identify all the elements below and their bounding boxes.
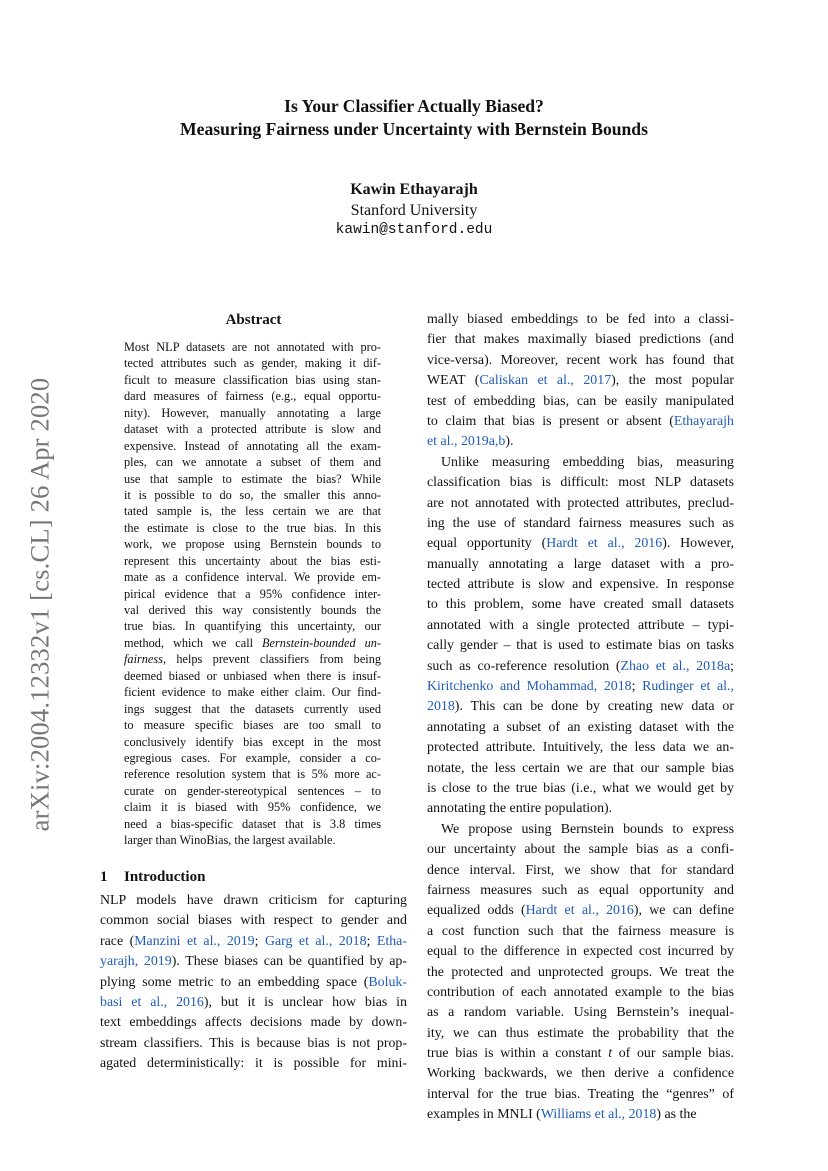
text-line	[124, 372, 381, 388]
text-line	[124, 388, 381, 404]
text-line	[427, 636, 734, 656]
text-line	[124, 750, 381, 766]
title-line-2: Measuring Fairness under Uncertainty with Bernstein Bounds	[180, 119, 648, 139]
text-segment: represent this uncertainty about the bias esti-	[124, 553, 381, 568]
arxiv-identifier	[20, 361, 60, 848]
text-segment: fier that makes maximally biased predictions (and	[427, 332, 734, 348]
text-line	[124, 684, 381, 700]
text-segment: common social biases with respect to gender and	[100, 913, 407, 929]
text-segment: ;	[254, 933, 265, 949]
text-line	[124, 536, 381, 552]
text-segment: vice-versa). Moreover, recent work has found that	[427, 352, 734, 368]
text-segment: our uncertainty about the sample bias as a confi-	[427, 842, 734, 858]
text-segment: need a bias-specific dataset that is 3.8 times	[124, 816, 381, 831]
abstract-heading: Abstract	[225, 312, 282, 328]
text-segment: ficient evidence to make either claim. Our find-	[124, 685, 381, 700]
text-segment: manually annotating a large dataset with a pro-	[427, 556, 734, 572]
text-line	[427, 983, 734, 1003]
text-segment: true bias. In quantifying this uncertainty, our	[124, 619, 381, 634]
citation-link[interactable]: Manzini et al., 2019	[134, 933, 255, 949]
text-line	[427, 799, 734, 819]
citation-link[interactable]: yarajh, 2019	[100, 954, 172, 970]
text-segment: equalized odds (	[427, 903, 526, 919]
text-segment: pirical evidence that a 95% confidence inter-	[124, 586, 381, 601]
text-segment: as a random variable. Using Bernstein’s inequal-	[427, 1005, 734, 1021]
citation-link[interactable]: Boluk-	[368, 974, 407, 990]
text-line	[124, 355, 381, 371]
text-segment: ples, can we annotate a subset of them and	[124, 455, 381, 470]
text-line	[427, 473, 734, 493]
text-segment: work, we propose using Bernstein bounds to	[124, 537, 381, 552]
text-line	[124, 454, 381, 470]
text-line	[427, 1105, 734, 1125]
emphasis-text: t	[608, 1046, 613, 1062]
text-segment: curate on gender-stereotypical sentences – to	[124, 783, 381, 798]
text-line	[124, 717, 381, 733]
text-segment: larger than WinoBias, the largest available.	[124, 833, 336, 848]
text-line	[427, 942, 734, 962]
text-line	[124, 832, 381, 848]
text-line	[427, 351, 734, 371]
citation-link[interactable]: Kiritchenko and Mohammad, 2018	[427, 679, 632, 695]
text-line	[427, 779, 734, 799]
citation-link[interactable]: 2018	[427, 699, 455, 715]
text-line	[427, 392, 734, 412]
text-line	[427, 494, 734, 514]
text-line	[427, 759, 734, 779]
text-segment: ;	[366, 933, 377, 949]
text-segment: protected attribute. Intuitively, the less data we an-	[427, 740, 734, 756]
text-segment: ), we can define	[633, 903, 734, 919]
text-segment: reference resolution system that is 5% more ac-	[124, 767, 381, 782]
text-line	[124, 816, 381, 832]
text-segment: ;	[730, 658, 734, 674]
text-segment: method, which we call	[124, 635, 263, 650]
text-line	[100, 993, 407, 1013]
text-segment: Working backwards, we then derive a confidence	[427, 1066, 734, 1082]
section-heading-introduction	[100, 867, 205, 887]
citation-link[interactable]: Zhao et al., 2018a	[620, 658, 731, 674]
text-segment: WEAT (	[427, 373, 480, 389]
text-line	[427, 453, 734, 473]
author-email: kawin@stanford.edu	[335, 222, 493, 238]
text-segment: to measure specific biases are too small to	[124, 718, 381, 733]
text-segment: ), but it is unclear how bias in	[203, 994, 407, 1010]
text-line	[427, 820, 734, 840]
text-segment: ) as the	[656, 1107, 697, 1123]
text-segment: egregious cases. For example, consider a co-	[124, 750, 381, 765]
author-affiliation: Stanford University	[350, 202, 478, 219]
text-line	[124, 668, 381, 684]
text-line	[124, 405, 381, 421]
text-segment: the protected and unprotected groups. We treat the	[427, 964, 734, 980]
text-segment: ). These biases can be quantified by ap-	[171, 954, 407, 970]
text-segment: ity, we can thus estimate the probability that the	[427, 1025, 734, 1041]
text-segment: equal opportunity (	[427, 536, 547, 552]
emphasis-text: Bernstein-bounded un-	[262, 635, 381, 650]
title-line-1: Is Your Classifier Actually Biased?	[284, 96, 544, 116]
text-line	[427, 922, 734, 942]
text-segment: nity). However, manually annotating a large	[124, 405, 381, 420]
text-line	[427, 657, 734, 677]
introduction-text	[100, 891, 407, 1075]
right-column-text	[427, 310, 734, 1126]
text-segment: the estimate is close to the true bias. In this	[124, 520, 381, 535]
text-line	[100, 1054, 407, 1074]
text-line	[427, 1085, 734, 1105]
text-line	[124, 799, 381, 815]
text-line	[427, 412, 734, 432]
text-segment: Unlike measuring embedding bias, measuring	[441, 454, 734, 470]
text-segment: contribution of each annotated example to the bias	[427, 984, 734, 1000]
text-segment: mate as a confidence interval. We provide em-	[124, 570, 381, 585]
text-line	[427, 738, 734, 758]
citation-link[interactable]: Garg et al., 2018	[264, 933, 367, 949]
text-line	[427, 514, 734, 534]
text-line	[124, 421, 381, 437]
text-line	[427, 861, 734, 881]
text-segment: true bias is within a constant	[427, 1046, 609, 1062]
text-segment: dence interval. First, we show that for standard	[427, 862, 734, 878]
text-line	[427, 1044, 734, 1064]
text-line	[427, 963, 734, 983]
text-segment: We propose using Bernstein bounds to express	[441, 821, 734, 837]
text-line	[124, 520, 381, 536]
text-line	[124, 635, 381, 651]
text-line	[124, 602, 381, 618]
text-line	[100, 1034, 407, 1054]
abstract-text	[124, 339, 381, 849]
text-line	[427, 697, 734, 717]
text-segment: test of embedding bias, can be easily manipulated	[427, 393, 734, 409]
text-segment: NLP models have drawn criticism for capturing	[100, 893, 407, 908]
text-segment: interval for the true bias. Treating the “genres” of	[427, 1086, 734, 1102]
text-line	[124, 766, 381, 782]
text-segment: dard measures of fairness (e.g., equal opportu-	[124, 389, 381, 404]
citation-link[interactable]: et al., 2019a,b	[427, 434, 506, 450]
text-segment: equal to the difference in expected cost incurred by	[427, 944, 734, 960]
emphasis-text: fairness	[124, 652, 163, 667]
citation-link[interactable]: Hardt et al., 2016	[525, 903, 634, 919]
text-segment: fairness measures such as equal opportunity and	[427, 882, 734, 898]
text-line	[427, 310, 734, 330]
text-segment: ), the most popular	[611, 373, 734, 389]
text-segment: text embeddings affects decisions made by down-	[100, 1015, 407, 1031]
text-segment: ing the use of standard fairness measures such as	[427, 515, 734, 531]
text-line	[124, 569, 381, 585]
text-segment: annotating the entire population).	[427, 801, 613, 817]
text-line	[427, 840, 734, 860]
text-segment: ficult to measure classification bias using stan-	[124, 372, 381, 387]
citation-link[interactable]: Hardt et al., 2016	[546, 536, 663, 552]
section-title: Introduction	[124, 869, 206, 885]
text-line	[427, 616, 734, 636]
text-segment: Most NLP datasets are not annotated with pro-	[124, 340, 381, 354]
text-line	[100, 932, 407, 952]
text-segment: stream classifiers. This is because bias is not prop-	[100, 1035, 407, 1051]
text-segment: annotating a subset of an existing dataset with the	[427, 719, 734, 735]
text-segment: conclusively identify bias except in the most	[124, 734, 381, 749]
citation-link[interactable]: Williams et al., 2018	[540, 1107, 657, 1123]
text-line	[427, 901, 734, 921]
text-line	[100, 952, 407, 972]
text-segment: cally gender – that is used to estimate bias on tasks	[427, 638, 734, 654]
author-name: Kawin Ethayarajh	[350, 181, 478, 198]
citation-link[interactable]: Caliskan et al., 2017	[479, 373, 612, 389]
text-segment: val derived this way consistently bounds the	[124, 603, 381, 617]
text-segment: race (	[100, 933, 135, 949]
text-segment: tected attributes such as gender, making it dif-	[124, 356, 381, 371]
text-line	[427, 432, 734, 452]
text-line	[124, 734, 381, 750]
text-segment: ;	[631, 679, 643, 695]
text-segment: annotated with a single protected attribute – typi-	[427, 617, 734, 633]
text-segment: it is possible to do so, the smaller this anno-	[124, 487, 381, 502]
text-segment: claim it is biased with 95% confidence, we	[124, 800, 381, 815]
text-line	[124, 651, 381, 667]
text-line	[427, 1024, 734, 1044]
text-segment: plying some metric to an embedding space (	[100, 974, 369, 990]
text-segment: tected attribute is slow and expensive. In response	[427, 577, 734, 593]
text-segment: agated deterministically: it is possible for mini-	[100, 1056, 407, 1072]
paper-title	[0, 95, 828, 141]
text-segment: examples in MNLI (	[427, 1107, 541, 1123]
text-line	[124, 339, 381, 355]
text-segment: deemed biased or unbiased when there is insuf-	[124, 668, 381, 683]
text-line	[124, 487, 381, 503]
citation-link[interactable]: basi et al., 2016	[100, 994, 204, 1010]
text-line	[100, 973, 407, 993]
text-line	[427, 1064, 734, 1084]
arxiv-identifier-text: arXiv:2004.12332v1 [cs.CL] 26 Apr 2020	[24, 377, 55, 832]
section-number: 1	[100, 869, 108, 885]
text-segment: is close to the true bias (i.e., what we would get by	[427, 780, 734, 796]
text-line	[124, 701, 381, 717]
text-line	[124, 471, 381, 487]
text-line	[100, 1013, 407, 1033]
text-segment: notate, the less certain we are that our sample bias	[427, 760, 734, 776]
text-line	[427, 575, 734, 595]
text-segment: ). This can be done by creating new data or	[454, 699, 734, 715]
text-segment: use that sample to estimate the bias? While	[124, 471, 381, 486]
text-segment: mally biased embeddings to be fed into a classi-	[427, 312, 734, 327]
text-line	[427, 1003, 734, 1023]
text-segment: expensive. Instead of annotating all the exam-	[124, 438, 381, 453]
text-line	[124, 586, 381, 602]
text-segment: dataset with a protected attribute is slow and	[124, 422, 381, 437]
text-segment: such as co-reference resolution (	[427, 658, 621, 674]
text-line	[427, 595, 734, 615]
text-line	[124, 438, 381, 454]
text-line	[427, 881, 734, 901]
text-line	[124, 618, 381, 634]
text-segment: , helps prevent classifiers from being	[162, 652, 381, 667]
text-segment: ). However,	[662, 536, 734, 552]
text-segment: to claim that bias is present or absent (	[427, 413, 674, 429]
text-segment: ings suggest that the datasets currently used	[124, 701, 381, 716]
citation-link[interactable]: Rudinger et al.,	[642, 679, 734, 695]
text-line	[124, 503, 381, 519]
text-segment: are not annotated with protected attributes, preclud-	[427, 495, 734, 511]
text-line	[427, 534, 734, 554]
text-line	[124, 553, 381, 569]
text-line	[427, 555, 734, 575]
text-line	[100, 911, 407, 931]
text-line	[124, 783, 381, 799]
text-segment: to this problem, some have created small datasets	[427, 597, 734, 613]
text-line	[427, 330, 734, 350]
text-line	[427, 371, 734, 391]
text-line	[427, 677, 734, 697]
citation-link[interactable]: Etha-	[376, 933, 407, 949]
text-segment: of our sample bias.	[612, 1046, 735, 1062]
text-segment: ).	[505, 434, 514, 450]
text-line	[427, 718, 734, 738]
author-block	[0, 180, 828, 240]
text-segment: classification bias is difficult: most NLP datasets	[427, 475, 734, 491]
text-segment: tated sample is, the less certain we are that	[124, 504, 381, 519]
citation-link[interactable]: Ethayarajh	[673, 413, 734, 429]
text-segment: a cost function such that the fairness measure is	[427, 923, 734, 939]
text-line	[100, 891, 407, 911]
